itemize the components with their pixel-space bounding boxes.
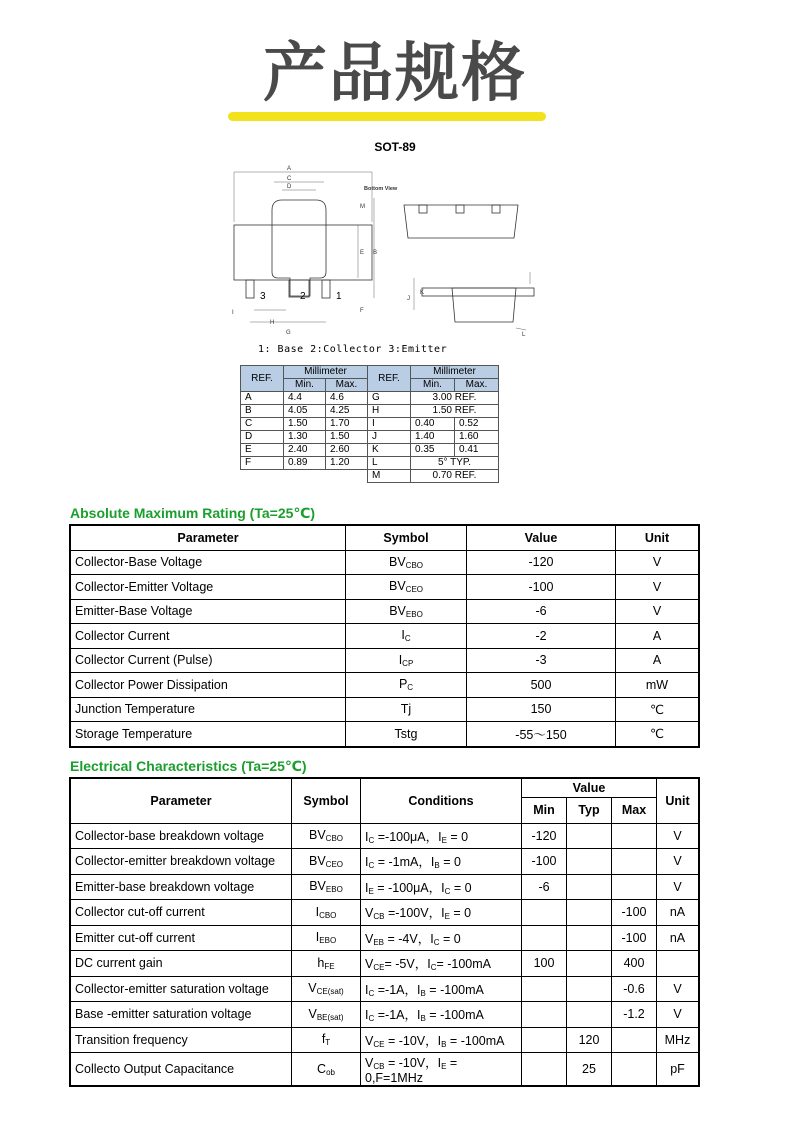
symbol-cell xyxy=(346,599,467,624)
typ-cell xyxy=(567,951,612,977)
header-conditions: Conditions xyxy=(361,778,522,823)
table-row xyxy=(70,599,699,624)
unit-cell: nA xyxy=(657,925,700,951)
unit-cell: V xyxy=(657,1002,700,1028)
symbol-cell xyxy=(346,722,467,747)
symbol-text: BV xyxy=(388,579,406,594)
electrical-title: Electrical Characteristics (Ta=25℃) xyxy=(70,758,307,774)
condition-subscript: C xyxy=(368,988,375,998)
symbol-text: P xyxy=(398,677,408,692)
max-header: Max. xyxy=(326,379,368,392)
header-max: Max xyxy=(612,798,657,824)
ref-cell: B xyxy=(241,405,284,418)
symbol-text: C xyxy=(317,1061,327,1076)
pin-number-3: 3 xyxy=(260,291,266,302)
min-cell: 1.50 xyxy=(284,418,326,431)
typ-cell: 25 xyxy=(567,1053,612,1087)
condition-subscript: CB xyxy=(373,912,385,922)
dim-label-g: G xyxy=(286,330,291,336)
table-row xyxy=(70,722,699,747)
conditions-cell: $V_{CE}= -5V$，$I_C= -100mA$ xyxy=(361,951,522,977)
parameter-cell: Storage Temperature xyxy=(70,722,346,747)
parameter-cell: DC current gain xyxy=(70,951,292,977)
symbol-subscript: CE(sat) xyxy=(316,987,344,997)
typ-cell xyxy=(567,874,612,900)
value-cell: -3 xyxy=(467,648,616,673)
max-cell: 0.41 xyxy=(455,444,499,457)
conditions-cell: $I_C =-100\mu A$，$I_E = 0$ xyxy=(361,823,522,849)
symbol-subscript: CBO xyxy=(405,560,424,570)
value-cell: -2 xyxy=(467,624,616,649)
symbol-subscript: EBO xyxy=(325,885,343,895)
empty-cell xyxy=(326,470,368,483)
bottom-view-label: Bottom View xyxy=(364,186,398,192)
unit-cell: V xyxy=(616,575,700,600)
min-cell: 1.30 xyxy=(284,431,326,444)
parameter-cell: Collector cut-off current xyxy=(70,900,292,926)
pin-caption: 1: Base 2:Collector 3:Emitter xyxy=(258,344,448,355)
symbol-text: V xyxy=(308,1006,317,1021)
min-cell xyxy=(522,976,567,1002)
symbol-text: Tj xyxy=(400,702,412,717)
table-row xyxy=(70,575,699,600)
symbol-text: BV xyxy=(308,853,326,868)
conditions-cell: $V_{EB} = -4V$，$I_C = 0$ xyxy=(361,925,522,951)
dim-label-a: A xyxy=(287,166,292,172)
symbol-text: I xyxy=(401,628,405,643)
dim-row xyxy=(241,470,499,483)
ref-cell: L xyxy=(368,457,411,470)
unit-cell: V xyxy=(657,823,700,849)
symbol-text: BV xyxy=(308,828,326,843)
unit-cell: A xyxy=(616,648,700,673)
parameter-cell: Transition frequency xyxy=(70,1027,292,1053)
symbol-subscript: ob xyxy=(326,1067,335,1077)
package-body xyxy=(234,225,372,280)
condition-subscript: E xyxy=(368,886,374,896)
table-row xyxy=(70,925,699,951)
side-view-body xyxy=(404,205,518,238)
conditions-cell: $I_E = -100\mu A$，$I_C = 0$ xyxy=(361,874,522,900)
dim-label-m: M xyxy=(360,204,365,210)
condition-subscript: CE xyxy=(373,963,385,973)
value-cell: 3.00 REF. xyxy=(411,392,499,405)
parameter-cell: Collector Current xyxy=(70,624,346,649)
unit-cell: MHz xyxy=(657,1027,700,1053)
symbol-cell xyxy=(292,900,361,926)
max-cell: 4.25 xyxy=(326,405,368,418)
side-lead-b xyxy=(456,205,464,213)
header-value: Value xyxy=(467,525,616,550)
table-row xyxy=(70,900,699,926)
parameter-cell: Emitter-Base Voltage xyxy=(70,599,346,624)
table-row xyxy=(70,874,699,900)
condition-subscript: E xyxy=(444,912,450,922)
pin-number-2: 2 xyxy=(300,291,306,302)
symbol-subscript: BE(sat) xyxy=(316,1012,344,1022)
unit-cell: ℃ xyxy=(616,722,700,747)
symbol-text: BV xyxy=(388,554,406,569)
unit-cell: V xyxy=(657,976,700,1002)
symbol-cell xyxy=(292,951,361,977)
min-header-2: Min. xyxy=(411,379,455,392)
symbol-subscript: CP xyxy=(402,658,414,668)
ref-cell: H xyxy=(368,405,411,418)
min-cell: 1.40 xyxy=(411,431,455,444)
max-cell: -100 xyxy=(612,900,657,926)
dim-label-c: C xyxy=(287,176,292,182)
value-cell: -120 xyxy=(467,550,616,575)
dim-row xyxy=(241,418,499,431)
symbol-cell xyxy=(292,874,361,900)
typ-cell xyxy=(567,1002,612,1028)
condition-subscript: C xyxy=(368,835,375,845)
end-view-body xyxy=(452,288,516,322)
typ-cell xyxy=(567,976,612,1002)
header-unit: Unit xyxy=(616,525,700,550)
condition-subscript: B xyxy=(441,1039,447,1049)
empty-cell xyxy=(284,470,326,483)
empty-cell xyxy=(241,470,284,483)
max-header-2: Max. xyxy=(455,379,499,392)
min-cell: -100 xyxy=(522,849,567,875)
condition-subscript: C xyxy=(430,963,437,973)
dim-row xyxy=(241,392,499,405)
value-cell: 0.70 REF. xyxy=(411,470,499,483)
condition-subscript: E xyxy=(441,1062,447,1071)
parameter-cell: Collector-Base Voltage xyxy=(70,550,346,575)
ref-header-2: REF. xyxy=(368,366,411,392)
typ-cell xyxy=(567,849,612,875)
max-cell: 1.60 xyxy=(455,431,499,444)
typ-cell: 120 xyxy=(567,1027,612,1053)
table-row xyxy=(70,697,699,722)
condition-subscript: C xyxy=(368,861,375,871)
conditions-cell: $V_{CB} = -10V$，$I_E = 0,F=1MHz$ xyxy=(361,1053,522,1087)
parameter-cell: Collector-emitter breakdown voltage xyxy=(70,849,292,875)
dim-row xyxy=(241,457,499,470)
lead-2-pad xyxy=(289,280,309,297)
condition-subscript: B xyxy=(434,861,440,871)
dim-label-i: I xyxy=(232,310,234,316)
condition-subscript: B xyxy=(420,988,426,998)
min-cell: 0.35 xyxy=(411,444,455,457)
symbol-subscript: EBO xyxy=(319,936,337,946)
max-cell xyxy=(612,1053,657,1087)
dim-label-e: E xyxy=(360,250,365,256)
value-cell: -55～150 xyxy=(467,722,616,747)
symbol-text: I xyxy=(315,904,320,919)
parameter-cell: Collector-base breakdown voltage xyxy=(70,823,292,849)
condition-subscript: CE xyxy=(373,1039,385,1049)
value-cell: 150 xyxy=(467,697,616,722)
dim-label-f: F xyxy=(360,308,364,314)
ref-cell: F xyxy=(241,457,284,470)
symbol-cell xyxy=(346,697,467,722)
table-row xyxy=(70,1053,699,1087)
table-row xyxy=(70,951,699,977)
symbol-subscript: FE xyxy=(324,961,335,971)
table-row xyxy=(70,1002,699,1028)
symbol-cell xyxy=(292,976,361,1002)
typ-cell xyxy=(567,925,612,951)
header-parameter: Parameter xyxy=(70,778,292,823)
unit-cell: ℃ xyxy=(616,697,700,722)
side-lead-c xyxy=(492,205,500,213)
dim-row xyxy=(241,405,499,418)
symbol-cell xyxy=(292,1027,361,1053)
parameter-cell: Collector Power Dissipation xyxy=(70,673,346,698)
symbol-text: I xyxy=(398,652,403,667)
min-cell: 4.4 xyxy=(284,392,326,405)
ref-cell: I xyxy=(368,418,411,431)
collector-tab xyxy=(272,200,326,296)
max-cell xyxy=(612,874,657,900)
max-cell: 400 xyxy=(612,951,657,977)
header-symbol: Symbol xyxy=(292,778,361,823)
parameter-cell: Collector Current (Pulse) xyxy=(70,648,346,673)
parameter-cell: Junction Temperature xyxy=(70,697,346,722)
condition-subscript: E xyxy=(441,835,447,845)
min-cell: 100 xyxy=(522,951,567,977)
table-row xyxy=(70,673,699,698)
symbol-cell xyxy=(346,673,467,698)
unit-cell: V xyxy=(616,550,700,575)
symbol-subscript: CEO xyxy=(405,585,424,595)
ref-cell: M xyxy=(368,470,411,483)
symbol-subscript: CBO xyxy=(319,910,337,920)
ref-cell: A xyxy=(241,392,284,405)
symbol-subscript: C xyxy=(404,634,411,644)
millimeter-header: Millimeter xyxy=(284,366,368,379)
symbol-text: h xyxy=(317,955,325,970)
symbol-text: BV xyxy=(389,603,406,618)
min-cell: 2.40 xyxy=(284,444,326,457)
unit-cell: pF xyxy=(657,1053,700,1087)
unit-cell: A xyxy=(616,624,700,649)
parameter-cell: Emitter cut-off current xyxy=(70,925,292,951)
table-row xyxy=(70,976,699,1002)
min-cell: -120 xyxy=(522,823,567,849)
package-name: SOT-89 xyxy=(374,140,416,154)
unit-cell: V xyxy=(657,849,700,875)
dim-row xyxy=(241,444,499,457)
dim-label-j: J xyxy=(407,296,410,302)
symbol-cell xyxy=(346,624,467,649)
max-cell xyxy=(612,849,657,875)
ref-cell: C xyxy=(241,418,284,431)
value-cell: 5° TYP. xyxy=(411,457,499,470)
conditions-cell: $I_C =-1A$，$I_B = -100mA$ xyxy=(361,1002,522,1028)
symbol-text: f xyxy=(321,1032,326,1047)
unit-cell: nA xyxy=(657,900,700,926)
symbol-text: V xyxy=(308,981,317,996)
table-row xyxy=(70,550,699,575)
end-view-lead xyxy=(422,288,534,296)
min-header: Min. xyxy=(284,379,326,392)
symbol-cell xyxy=(292,925,361,951)
min-cell xyxy=(522,900,567,926)
symbol-subscript: CBO xyxy=(325,834,344,844)
symbol-subscript: C xyxy=(407,683,414,693)
min-cell: 4.05 xyxy=(284,405,326,418)
conditions-cell: $I_C = -1mA$，$I_B = 0$ xyxy=(361,849,522,875)
symbol-subscript: EBO xyxy=(405,609,423,619)
symbol-cell xyxy=(292,1002,361,1028)
ref-cell: D xyxy=(241,431,284,444)
max-cell xyxy=(612,1027,657,1053)
side-lead-a xyxy=(419,205,427,213)
parameter-cell: Base -emitter saturation voltage xyxy=(70,1002,292,1028)
condition-subscript: C xyxy=(368,1014,375,1024)
min-cell: 0.40 xyxy=(411,418,455,431)
lead-1 xyxy=(322,280,330,298)
max-cell: -0.6 xyxy=(612,976,657,1002)
table-row xyxy=(70,823,699,849)
symbol-cell xyxy=(292,849,361,875)
max-cell: 1.50 xyxy=(326,431,368,444)
dim-label-b: B xyxy=(373,250,378,256)
condition-subscript: C xyxy=(444,886,451,896)
dim-label-l: L xyxy=(522,332,526,338)
min-cell xyxy=(522,1002,567,1028)
parameter-cell: Collector-Emitter Voltage xyxy=(70,575,346,600)
dim-label-k: K xyxy=(420,290,425,296)
unit-cell xyxy=(657,951,700,977)
conditions-cell: $V_{CB} =-100V$，$I_E = 0$ xyxy=(361,900,522,926)
page-title: 产品规格 xyxy=(263,37,527,111)
max-cell xyxy=(612,823,657,849)
title-underline xyxy=(228,112,546,121)
parameter-cell: Collector-emitter saturation voltage xyxy=(70,976,292,1002)
header-value: Value xyxy=(522,778,657,798)
symbol-subscript: CEO xyxy=(325,859,344,869)
symbol-text: I xyxy=(315,930,320,945)
symbol-text: Tstg xyxy=(394,726,418,741)
symbol-text: BV xyxy=(309,879,326,894)
pin-number-1: 1 xyxy=(336,291,342,302)
ref-header: REF. xyxy=(241,366,284,392)
max-cell: -1.2 xyxy=(612,1002,657,1028)
typ-cell xyxy=(567,823,612,849)
min-cell: 0.89 xyxy=(284,457,326,470)
value-cell: -100 xyxy=(467,575,616,600)
condition-subscript: B xyxy=(420,1014,426,1024)
value-cell: -6 xyxy=(467,599,616,624)
electrical-table xyxy=(69,777,700,1087)
table-row xyxy=(70,849,699,875)
header-symbol: Symbol xyxy=(346,525,467,550)
table-row xyxy=(70,648,699,673)
unit-cell: V xyxy=(657,874,700,900)
typ-cell xyxy=(567,900,612,926)
ref-cell: K xyxy=(368,444,411,457)
parameter-cell: Collecto Output Capacitance xyxy=(70,1053,292,1087)
dimension-table xyxy=(240,365,499,483)
unit-cell: mW xyxy=(616,673,700,698)
min-cell: -6 xyxy=(522,874,567,900)
condition-subscript: C xyxy=(433,937,440,947)
max-cell: 1.70 xyxy=(326,418,368,431)
dim-label-h: H xyxy=(270,320,275,326)
ref-cell: E xyxy=(241,444,284,457)
symbol-cell xyxy=(292,823,361,849)
package-outline-drawing xyxy=(226,160,556,345)
max-cell: 4.6 xyxy=(326,392,368,405)
max-cell: 2.60 xyxy=(326,444,368,457)
min-cell xyxy=(522,1053,567,1087)
header-parameter: Parameter xyxy=(70,525,346,550)
conditions-cell: $V_{CE} = -10V$，$I_B = -100mA$ xyxy=(361,1027,522,1053)
conditions-cell: $I_C =-1A$，$I_B = -100mA$ xyxy=(361,976,522,1002)
symbol-cell xyxy=(346,575,467,600)
header-unit: Unit xyxy=(657,778,700,823)
value-cell: 500 xyxy=(467,673,616,698)
header-min: Min xyxy=(522,798,567,824)
ref-cell: G xyxy=(368,392,411,405)
lead-3 xyxy=(246,280,254,298)
min-cell xyxy=(522,1027,567,1053)
header-typ: Typ xyxy=(567,798,612,824)
max-cell: -100 xyxy=(612,925,657,951)
max-cell: 1.20 xyxy=(326,457,368,470)
absolute-max-title: Absolute Maximum Rating (Ta=25℃) xyxy=(70,505,316,521)
value-cell: 1.50 REF. xyxy=(411,405,499,418)
millimeter-header-2: Millimeter xyxy=(411,366,499,379)
symbol-cell xyxy=(346,648,467,673)
symbol-subscript: T xyxy=(325,1038,331,1048)
dim-label-d: D xyxy=(287,184,292,190)
ref-cell: J xyxy=(368,431,411,444)
min-cell xyxy=(522,925,567,951)
symbol-cell xyxy=(292,1053,361,1087)
absolute-max-table xyxy=(69,524,700,748)
unit-cell: V xyxy=(616,599,700,624)
condition-subscript: EB xyxy=(373,937,385,947)
symbol-cell xyxy=(346,550,467,575)
parameter-cell: Emitter-base breakdown voltage xyxy=(70,874,292,900)
table-row xyxy=(70,624,699,649)
dim-row xyxy=(241,431,499,444)
max-cell: 0.52 xyxy=(455,418,499,431)
table-row xyxy=(70,1027,699,1053)
condition-subscript: CB xyxy=(373,1062,385,1071)
